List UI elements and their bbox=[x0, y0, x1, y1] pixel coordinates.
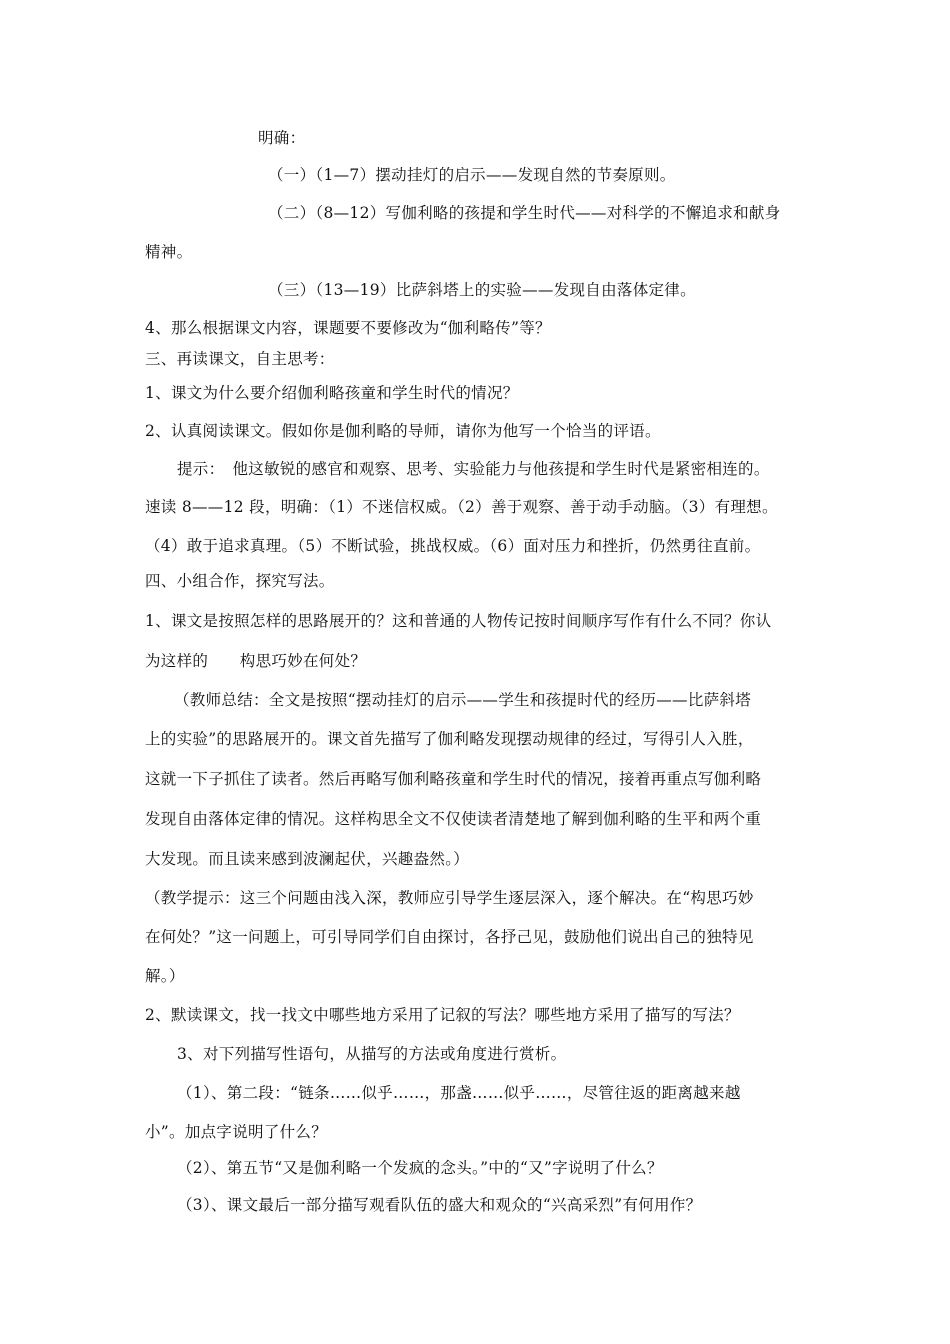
text-line: 在何处？”这一问题上，可引导同学们自由探讨，各抒己见，鼓励他们说出自己的独特见 bbox=[145, 928, 754, 946]
text-line: 为这样的 构思巧妙在何处？ bbox=[145, 652, 367, 670]
text-line: （4）敢于追求真理。（5）不断试验，挑战权威。（6）面对压力和挫折，仍然勇往直前。 bbox=[145, 537, 761, 555]
text-line: 发现自由落体定律的情况。这样构思全文不仅使读者清楚地了解到伽利略的生平和两个重 bbox=[145, 810, 762, 828]
text-line: 精神。 bbox=[145, 243, 193, 261]
text-line: 1、课文是按照怎样的思路展开的？这和普通的人物传记按时间顺序写作有什么不同？你认 bbox=[145, 612, 772, 630]
section-heading: 四、小组合作，探究写法。 bbox=[145, 572, 335, 590]
text-line: （教学提示：这三个问题由浅入深，教师应引导学生逐层深入，逐个解决。在“构思巧妙 bbox=[145, 889, 754, 907]
section-heading: 三、再读课文，自主思考： bbox=[145, 350, 335, 368]
text-line: （二）（8—12）写伽利略的孩提和学生时代——对科学的不懈追求和献身 bbox=[268, 204, 781, 222]
text-line: （三）（13—19）比萨斜塔上的实验——发现自由落体定律。 bbox=[268, 281, 696, 299]
text-line: （教师总结：全文是按照“摆动挂灯的启示——学生和孩提时代的经历——比萨斜塔 bbox=[174, 691, 752, 709]
text-line: 这就一下子抓住了读者。然后再略写伽利略孩童和学生时代的情况，接着再重点写伽利略 bbox=[145, 770, 762, 788]
text-line: 小”。加点字说明了什么？ bbox=[145, 1123, 328, 1141]
text-line: 解。） bbox=[145, 967, 185, 985]
text-line: 2、默读课文，找一找文中哪些地方采用了记叙的写法？哪些地方采用了描写的写法？ bbox=[145, 1006, 740, 1024]
text-line: （一）（1—7）摆动挂灯的启示——发现自然的节奏原则。 bbox=[268, 166, 676, 184]
text-line: 2、认真阅读课文。假如你是伽利略的导师，请你为他写一个恰当的评语。 bbox=[145, 422, 661, 440]
text-line: 1、课文为什么要介绍伽利略孩童和学生时代的情况？ bbox=[145, 384, 519, 402]
text-line: 上的实验”的思路展开的。课文首先描写了伽利略发现摆动规律的经过，写得引人入胜， bbox=[145, 730, 754, 748]
text-line: （2）、第五节“又是伽利略一个发疯的念头。”中的“又”字说明了什么？ bbox=[177, 1159, 663, 1177]
text-line: 3、对下列描写性语句，从描写的方法或角度进行赏析。 bbox=[177, 1045, 567, 1063]
text-line: （3）、课文最后一部分描写观看队伍的盛大和观众的“兴高采烈”有何用作？ bbox=[177, 1196, 702, 1214]
text-line: 明确： bbox=[258, 129, 306, 147]
text-line: 4、那么根据课文内容，课题要不要修改为“伽利略传”等？ bbox=[145, 319, 551, 337]
text-line: 大发现。而且读来感到波澜起伏，兴趣盎然。） bbox=[145, 850, 470, 868]
text-line: （1）、第二段：“链条……似乎……，那盏……似乎……，尽管往返的距离越来越 bbox=[177, 1084, 741, 1102]
text-line: 速读 8——12 段，明确：（1）不迷信权威。（2）善于观察、善于动手动脑。（3）有理想。 bbox=[145, 498, 778, 516]
text-line: 提示： 他这敏锐的感官和观察、思考、实验能力与他孩提和学生时代是紧密相连的。 bbox=[177, 460, 770, 478]
